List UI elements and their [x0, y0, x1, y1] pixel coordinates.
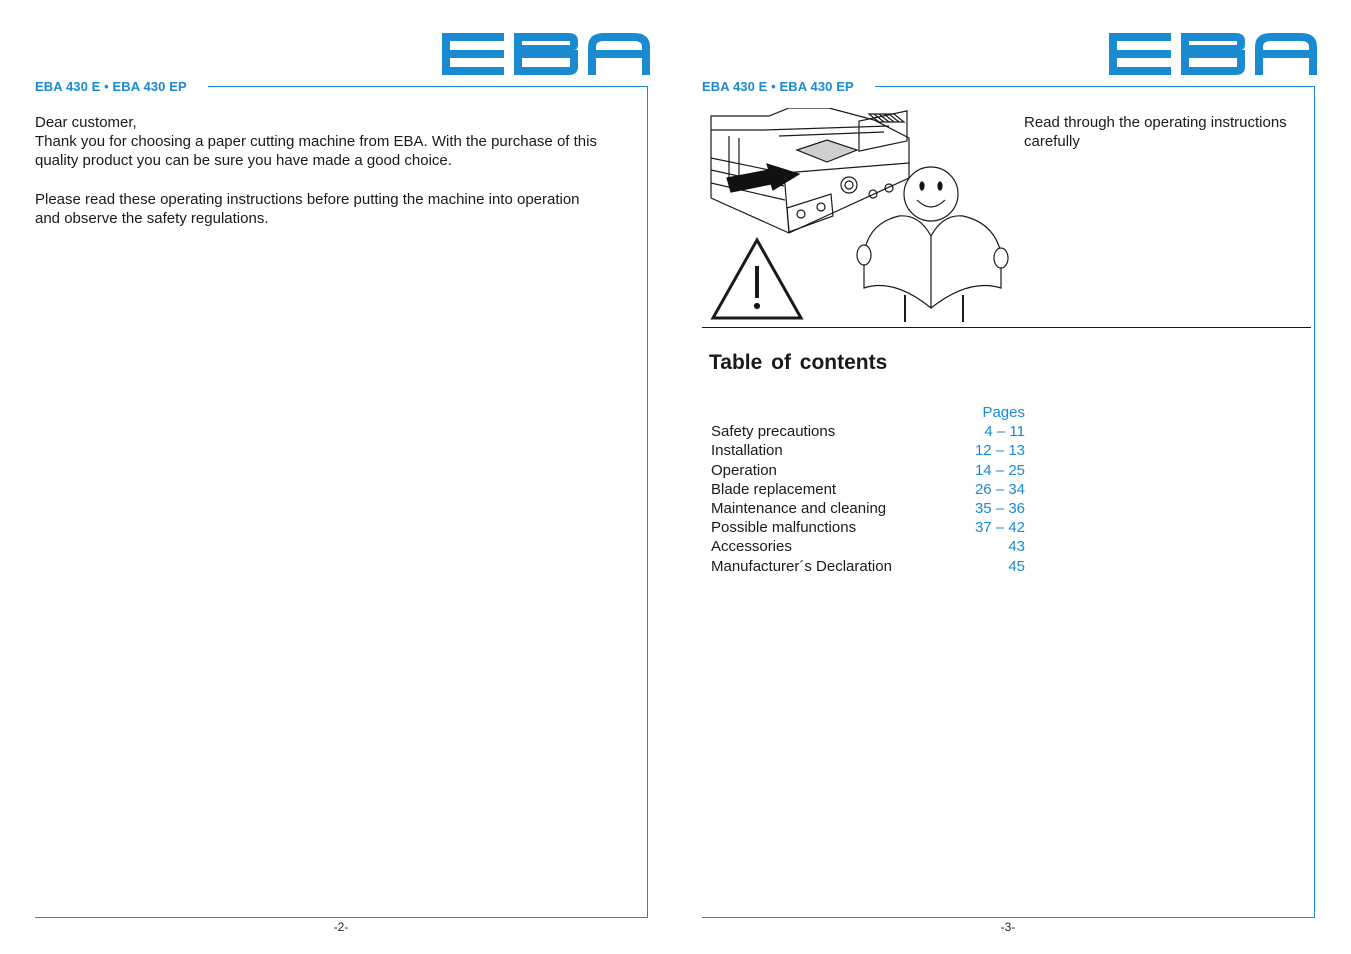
- toc-label: Installation: [711, 442, 783, 460]
- toc-title: Table of contents: [709, 351, 888, 374]
- toc-row: [711, 499, 1025, 518]
- greeting: Dear customer,: [35, 114, 137, 131]
- please-line-2: and observe the safety regulations.: [35, 209, 269, 227]
- toc-pages: 43: [1008, 538, 1025, 556]
- read-note: [1024, 113, 1324, 151]
- reading-smiley-icon: [857, 167, 1008, 322]
- thanks-line-1: Thank you for choosing a paper cutting machine from EBA. With the purchase of this: [35, 133, 597, 151]
- model-label: EBA 430 E • EBA 430 EP: [702, 79, 854, 94]
- toc-pages: 37 – 42: [974, 519, 1025, 537]
- toc-label: Safety precautions: [711, 423, 836, 441]
- toc-row: [711, 557, 1025, 576]
- table-of-contents: [711, 403, 1025, 576]
- toc-row: [711, 422, 1025, 441]
- toc-row: [711, 461, 1025, 480]
- illustration: [709, 108, 1014, 325]
- toc-row: [711, 537, 1025, 556]
- header-rule: [208, 86, 648, 87]
- toc-row: [711, 441, 1025, 460]
- model-label: EBA 430 E • EBA 430 EP: [35, 79, 187, 94]
- footer-rule: [702, 917, 1315, 918]
- toc-pages-header: Pages: [982, 404, 1025, 421]
- footer-rule: [35, 917, 648, 918]
- toc-label: Manufacturer´s Declaration: [711, 557, 892, 575]
- illustration-divider: [702, 327, 1311, 328]
- page-border-right: [647, 86, 648, 918]
- header-rule: [875, 86, 1315, 87]
- toc-label: Blade replacement: [711, 480, 837, 498]
- right-page: [675, 0, 1351, 954]
- toc-pages: 26 – 34: [974, 480, 1025, 498]
- toc-label: Maintenance and cleaning: [711, 499, 887, 517]
- toc-pages: 35 – 36: [974, 499, 1025, 517]
- read-note-line-1: Read through the operating instructions: [1024, 114, 1287, 131]
- toc-pages: 14 – 25: [974, 461, 1025, 479]
- toc-pages: 4 – 11: [984, 423, 1025, 441]
- toc-row: [711, 518, 1025, 537]
- warning-icon: [713, 240, 801, 318]
- left-page: [0, 0, 675, 954]
- toc-label: Operation: [711, 461, 777, 479]
- intro-text: [35, 113, 635, 228]
- toc-pages: 12 – 13: [974, 442, 1025, 460]
- toc-label: Accessories: [711, 538, 792, 556]
- page-number: -3-: [1000, 920, 1016, 934]
- please-line-1: Please read these operating instructions before putting the machine into operation: [35, 190, 580, 208]
- page-number: -2-: [333, 920, 349, 934]
- toc-label: Possible malfunctions: [711, 519, 857, 537]
- page-border-right: [1314, 86, 1315, 918]
- read-note-line-2: carefully: [1024, 133, 1080, 150]
- eba-logo: [1109, 33, 1317, 75]
- eba-logo: [442, 33, 650, 75]
- thanks-line-2: quality product you can be sure you have made a good choice.: [35, 152, 452, 170]
- toc-row: [711, 480, 1025, 499]
- paper-cutter-icon: [711, 108, 909, 233]
- toc-pages: 45: [1008, 557, 1025, 575]
